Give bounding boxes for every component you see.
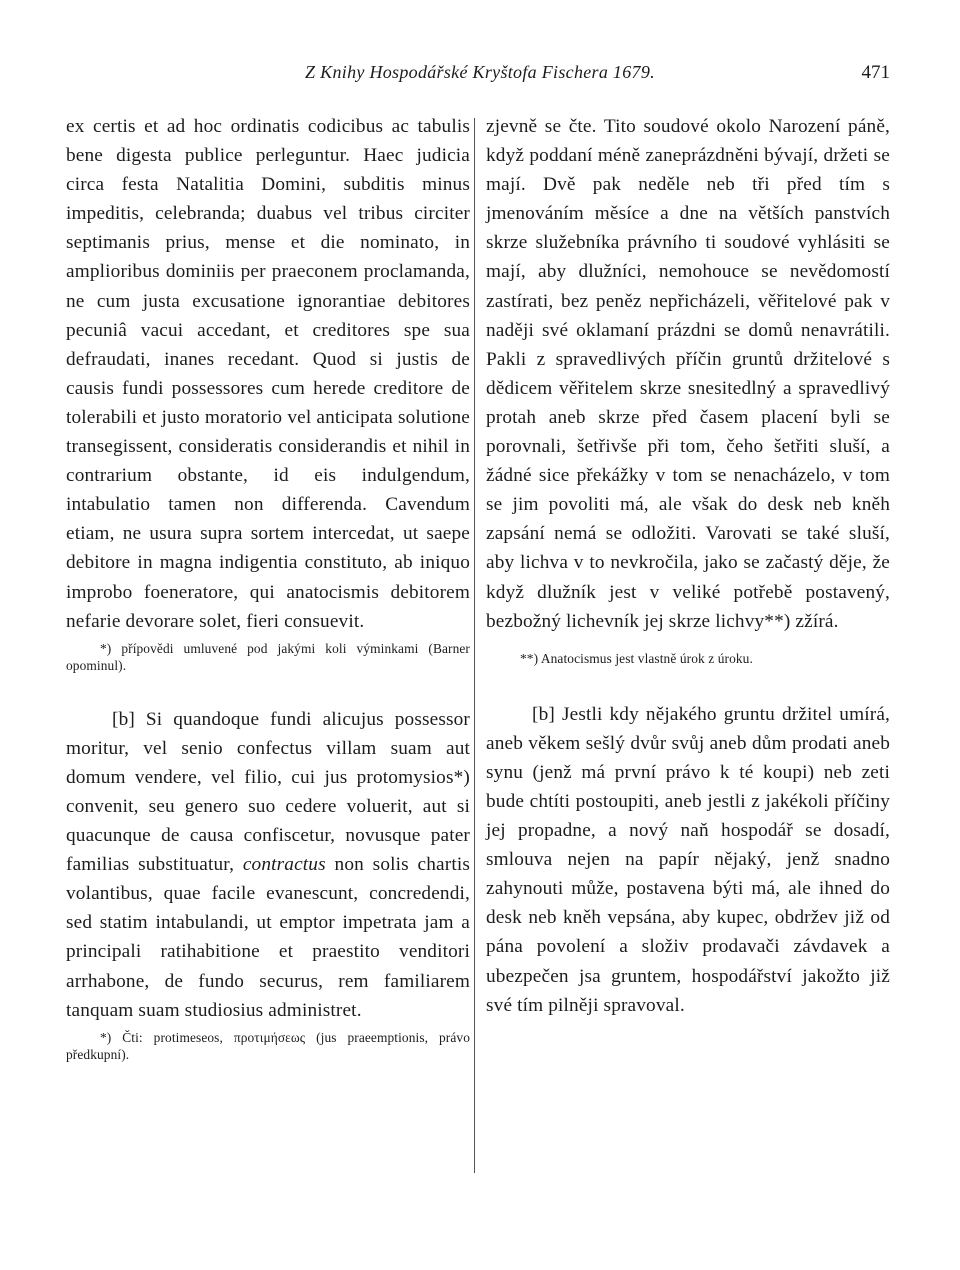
page-number: 471 (861, 62, 890, 83)
page-header (0, 62, 960, 92)
latin-paragraph-2-start: [b] Si quandoque fundi alicujus possessor moritur, vel senio confectus villam suam aut domum vendere, vel filio, cui jus protomysios*) convenit, seu genero suo cedere voluerit, aut si quacunque de causa confiscetur, novusque pater familias substituatur, (66, 708, 470, 876)
running-title: Z Knihy Hospodářské Kryštofa Fischera 1679. (305, 62, 655, 82)
latin-paragraph-2 (66, 705, 470, 1025)
latin-paragraph-2-italic: contractus (242, 854, 326, 876)
czech-paragraph-2: [b] Jestli kdy nějakého gruntu držitel umírá, aneb věkem sešlý dvůr svůj aneb dům prodati aneb synu (jenž má první právo k té koupi) neb zeti bude chtíti postoupiti, aneb jestli z jakékoli příčiny jej propadne, a nový naň hospodář se dosadí, smlouva nejen na papír nějaký, jenž snadno zahynouti může, postavena býti má, ale ihned do desk neb kněh vepsána, aby kupec, obdržev již od pána povolení a složiv prodavači závdavek a ubezpečen jsa gruntem, hospodářství jakožto již své tím pilněji spravoval. (486, 703, 890, 1016)
latin-column (66, 112, 470, 1063)
column-divider (474, 118, 475, 1173)
latin-paragraph-1: ex certis et ad hoc ordinatis codicibus ac tabulis bene digesta publice perleguntur. Haec judicia circa festa Natalitia Domini, subditis minus impeditis, celebranda; duabus vel tribus circiter septimanis prius, mense et die nominato, in amplioribus dominiis per praeconem proclamanda, ne cum justa excusatione ignorantiae debitores pecuniâ vacui accedant, et creditores spe sua defraudati, inanes recedant. Quod si justis de causis fundi possessores cum herede creditore de tolerabili et justo moratorio vel anticipata solutione transegissent, consideratis considerandis et nihil in contrarium obstante, id eis indulgendum, intabulatio tamen non differenda. Cavendum etiam, ne usura supra sortem intercedat, ut saepe debitore in magna indigentia constituto, ab iniquo improbo foeneratore, qui anatocismis debitorem nefarie devorare solet, fieri consuevit. (66, 116, 470, 632)
latin-paragraph-2-end: non solis chartis volantibus, quae facile evanescunt, concredendi, sed statim intabulandi, ut emptor impetrata jam a principali ratihabitione et praestito venditori arrhabone, de fundo securus, rem familiarem tanquam suam studiosius administret. (66, 854, 470, 1021)
czech-column (486, 112, 890, 1020)
latin-footnote-1: *) přípovědi umluvené pod jakými koli výminkami (Barner opominul). (66, 640, 470, 673)
czech-footnote-1: **) Anatocismus jest vlastně úrok z úroku. (520, 650, 753, 666)
czech-paragraph-1: zjevně se čte. Tito soudové okolo Narození páně, když poddaní méně zaneprázdněni bývají, držeti se mají. Dvě pak neděle neb tři před tím s jmenováním měsíce a dne na větších panstvích skrze služebníka právního ti soudové vyhlásiti se mají, aby dlužníci, nemohouce se nevědomostí zastírati, bez peněz nepřicházeli, věřitelové pak v naději své oklamaní prázdni se domů nenavrátili. Pakli z spravedlivých příčin gruntů držitelové s dědicem věřitelem skrze snesitedlný a spravedlivý protah aneb skrze před časem placení byli se porovnali, šetřivše při tom, čeho šetřiti sluší, a žádné sice překážky v tom se nenacházelo, v tom se jim povoliti má, ale však do desk neb kněh zapsání nemá se odložiti. Varovati se také sluší, aby lichva v to nevkročila, jako se začastý děje, že když dlužník jest v veliké potřebě postavený, bezbožný lichevník jej skrze lichvy**) zžírá. (486, 116, 890, 632)
latin-footnote-2: *) Čti: protimeseos, προτιμήσεως (jus praeemptionis, právo předkupní). (66, 1029, 470, 1062)
